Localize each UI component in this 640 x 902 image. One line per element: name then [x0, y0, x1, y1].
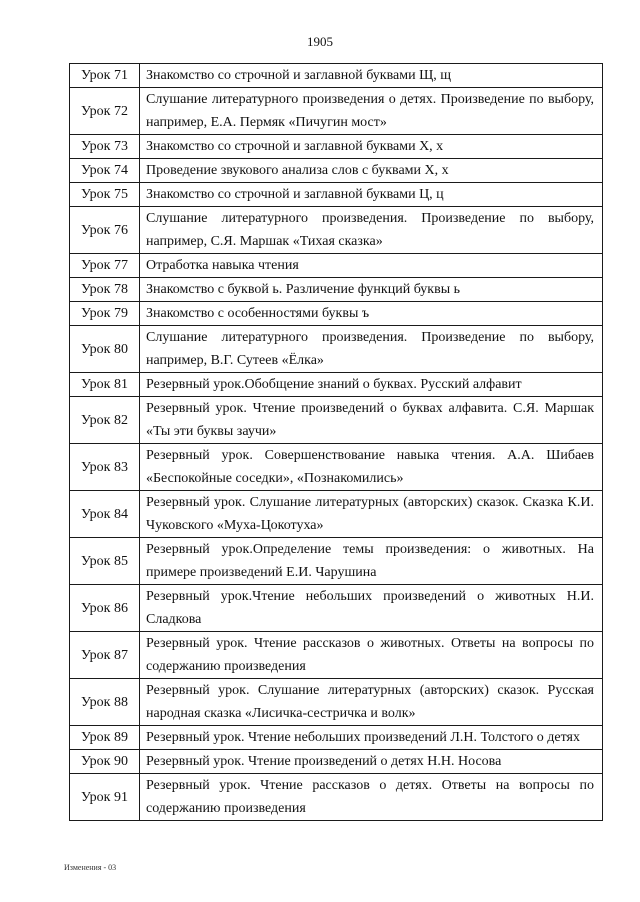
lesson-topic: Знакомство со строчной и заглавной буквами Щ, щ: [140, 64, 603, 88]
lesson-number: Урок 80: [70, 326, 140, 373]
table-row: [70, 538, 603, 585]
lesson-topic: Знакомство с особенностями буквы ъ: [140, 302, 603, 326]
lesson-topic: Резервный урок.Обобщение знаний о буквах. Русский алфавит: [140, 373, 603, 397]
lesson-topic: Знакомство с буквой ь. Различение функций буквы ь: [140, 278, 603, 302]
lesson-topic: Резервный урок. Чтение небольших произведений Л.Н. Толстого о детях: [140, 726, 603, 750]
lesson-topic: Резервный урок. Чтение произведений о детях Н.Н. Носова: [140, 750, 603, 774]
lesson-topic: Резервный урок. Слушание литературных (авторских) сказок. Сказка К.И. Чуковского «Муха-Цокотуха»: [140, 491, 603, 538]
lesson-topic: Слушание литературного произведения. Произведение по выбору, например, В.Г. Сутеев «Ёлка»: [140, 326, 603, 373]
lesson-topic: Отработка навыка чтения: [140, 254, 603, 278]
lesson-number: Урок 83: [70, 444, 140, 491]
table-row: [70, 326, 603, 373]
table-row: [70, 585, 603, 632]
lesson-number: Урок 78: [70, 278, 140, 302]
table-row: [70, 632, 603, 679]
table-row: [70, 679, 603, 726]
table-row: [70, 774, 603, 821]
table-row: [70, 254, 603, 278]
lesson-number: Урок 76: [70, 207, 140, 254]
table-row: [70, 726, 603, 750]
lesson-number: Урок 91: [70, 774, 140, 821]
lesson-number: Урок 85: [70, 538, 140, 585]
lesson-number: Урок 81: [70, 373, 140, 397]
lesson-topic: Резервный урок.Чтение небольших произведений о животных Н.И. Сладкова: [140, 585, 603, 632]
lesson-number: Урок 71: [70, 64, 140, 88]
lesson-number: Урок 79: [70, 302, 140, 326]
lesson-number: Урок 82: [70, 397, 140, 444]
lesson-number: Урок 89: [70, 726, 140, 750]
lesson-topic: Резервный урок. Чтение рассказов о детях. Ответы на вопросы по содержанию произведения: [140, 774, 603, 821]
lesson-number: Урок 90: [70, 750, 140, 774]
lesson-topic: Знакомство со строчной и заглавной буквами Ц, ц: [140, 183, 603, 207]
lesson-number: Урок 75: [70, 183, 140, 207]
lesson-topic: Резервный урок. Чтение произведений о буквах алфавита. С.Я. Маршак «Ты эти буквы заучи»: [140, 397, 603, 444]
lesson-number: Урок 87: [70, 632, 140, 679]
table-row: [70, 397, 603, 444]
table-row: [70, 750, 603, 774]
table-row: [70, 373, 603, 397]
lesson-topic: Резервный урок. Слушание литературных (авторских) сказок. Русская народная сказка «Лисичка-сестричка и волк»: [140, 679, 603, 726]
lesson-topic: Проведение звукового анализа слов с буквами Х, х: [140, 159, 603, 183]
lesson-table: [69, 63, 603, 821]
lesson-table-body: [70, 64, 603, 821]
lesson-topic: Резервный урок. Совершенствование навыка чтения. А.А. Шибаев «Беспокойные соседки», «Познакомились»: [140, 444, 603, 491]
table-row: [70, 183, 603, 207]
lesson-number: Урок 73: [70, 135, 140, 159]
table-row: [70, 207, 603, 254]
lesson-number: Урок 88: [70, 679, 140, 726]
revision-footer: Изменения - 03: [64, 863, 117, 872]
lesson-topic: Резервный урок. Чтение рассказов о животных. Ответы на вопросы по содержанию произведения: [140, 632, 603, 679]
lesson-number: Урок 74: [70, 159, 140, 183]
table-row: [70, 135, 603, 159]
lesson-number: Урок 84: [70, 491, 140, 538]
table-row: [70, 159, 603, 183]
lesson-topic: Слушание литературного произведения. Произведение по выбору, например, С.Я. Маршак «Тихая сказка»: [140, 207, 603, 254]
lesson-number: Урок 86: [70, 585, 140, 632]
table-row: [70, 64, 603, 88]
lesson-number: Урок 72: [70, 88, 140, 135]
table-row: [70, 302, 603, 326]
page-number: 1905: [307, 34, 333, 49]
lesson-topic: Резервный урок.Определение темы произведения: о животных. На примере произведений Е.И. Чарушина: [140, 538, 603, 585]
table-row: [70, 88, 603, 135]
table-row: [70, 278, 603, 302]
table-row: [70, 444, 603, 491]
table-row: [70, 491, 603, 538]
lesson-topic: Знакомство со строчной и заглавной буквами Х, х: [140, 135, 603, 159]
lesson-topic: Слушание литературного произведения о детях. Произведение по выбору, например, Е.А. Пермяк «Пичугин мост»: [140, 88, 603, 135]
lesson-number: Урок 77: [70, 254, 140, 278]
